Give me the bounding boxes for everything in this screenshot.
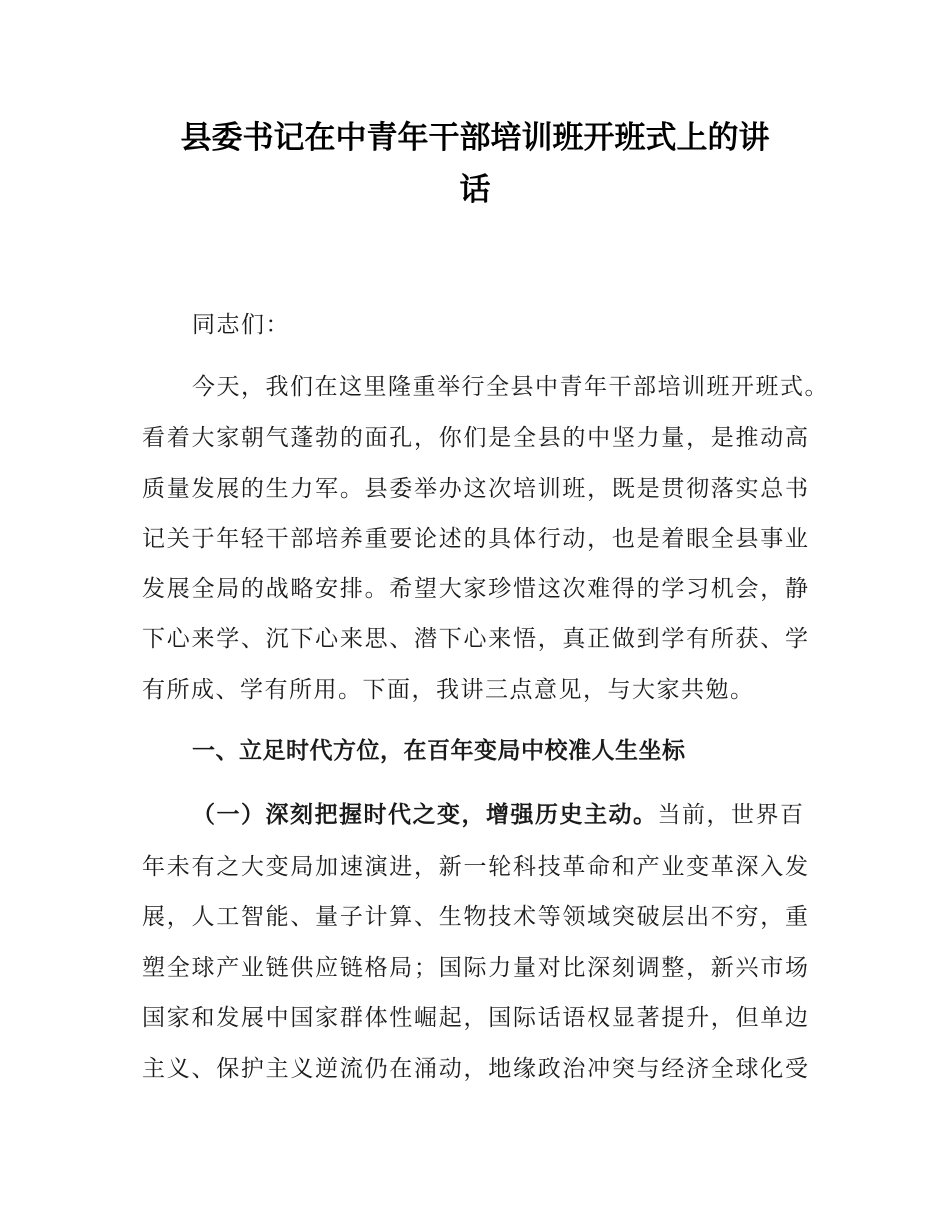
salutation: 同志们： xyxy=(192,312,290,338)
section-1-heading: 一、立足时代方位，在百年变局中校准人生坐标 xyxy=(192,738,686,764)
subsection-1-line-4: 塑全球产业链供应链格局；国际力量对比深刻调整，新兴市场 xyxy=(142,955,808,981)
intro-line-7: 有所成、学有所用。下面，我讲三点意见，与大家共勉。 xyxy=(142,677,755,703)
intro-line-5: 发展全局的战略安排。希望大家珍惜这次难得的学习机会，静 xyxy=(142,576,808,602)
subsection-1-line-2: 年未有之大变局加速演进，新一轮科技革命和产业变革深入发 xyxy=(142,854,808,880)
subsection-1-lead-tail: 当前，世界百 xyxy=(657,802,805,828)
subsection-1-line-5: 国家和发展中国家群体性崛起，国际话语权显著提升，但单边 xyxy=(142,1005,808,1031)
subsection-1-first-line xyxy=(192,800,805,830)
intro-line-3: 质量发展的生力军。县委举办这次培训班，既是贯彻落实总书 xyxy=(142,476,808,502)
title-line-1: 县委书记在中青年干部培训班开班式上的讲 xyxy=(180,120,770,156)
intro-line-4: 记关于年轻干部培养重要论述的具体行动，也是着眼全县事业 xyxy=(142,526,808,552)
title-line-2: 话 xyxy=(459,172,491,208)
subsection-1-line-6: 主义、保护主义逆流仍在涌动，地缘政治冲突与经济全球化受 xyxy=(142,1056,808,1082)
intro-line-6: 下心来学、沉下心来思、潜下心来悟，真正做到学有所获、学 xyxy=(142,626,808,652)
document-title xyxy=(140,112,810,216)
subsection-1-lead: （一）深刻把握时代之变，增强历史主动。 xyxy=(192,802,658,828)
subsection-1-line-3: 展，人工智能、量子计算、生物技术等领域突破层出不穷，重 xyxy=(142,904,808,930)
intro-line-1: 今天，我们在这里隆重举行全县中青年干部培训班开班式。 xyxy=(192,374,829,400)
intro-line-2: 看着大家朝气蓬勃的面孔，你们是全县的中坚力量，是推动高 xyxy=(142,425,808,451)
